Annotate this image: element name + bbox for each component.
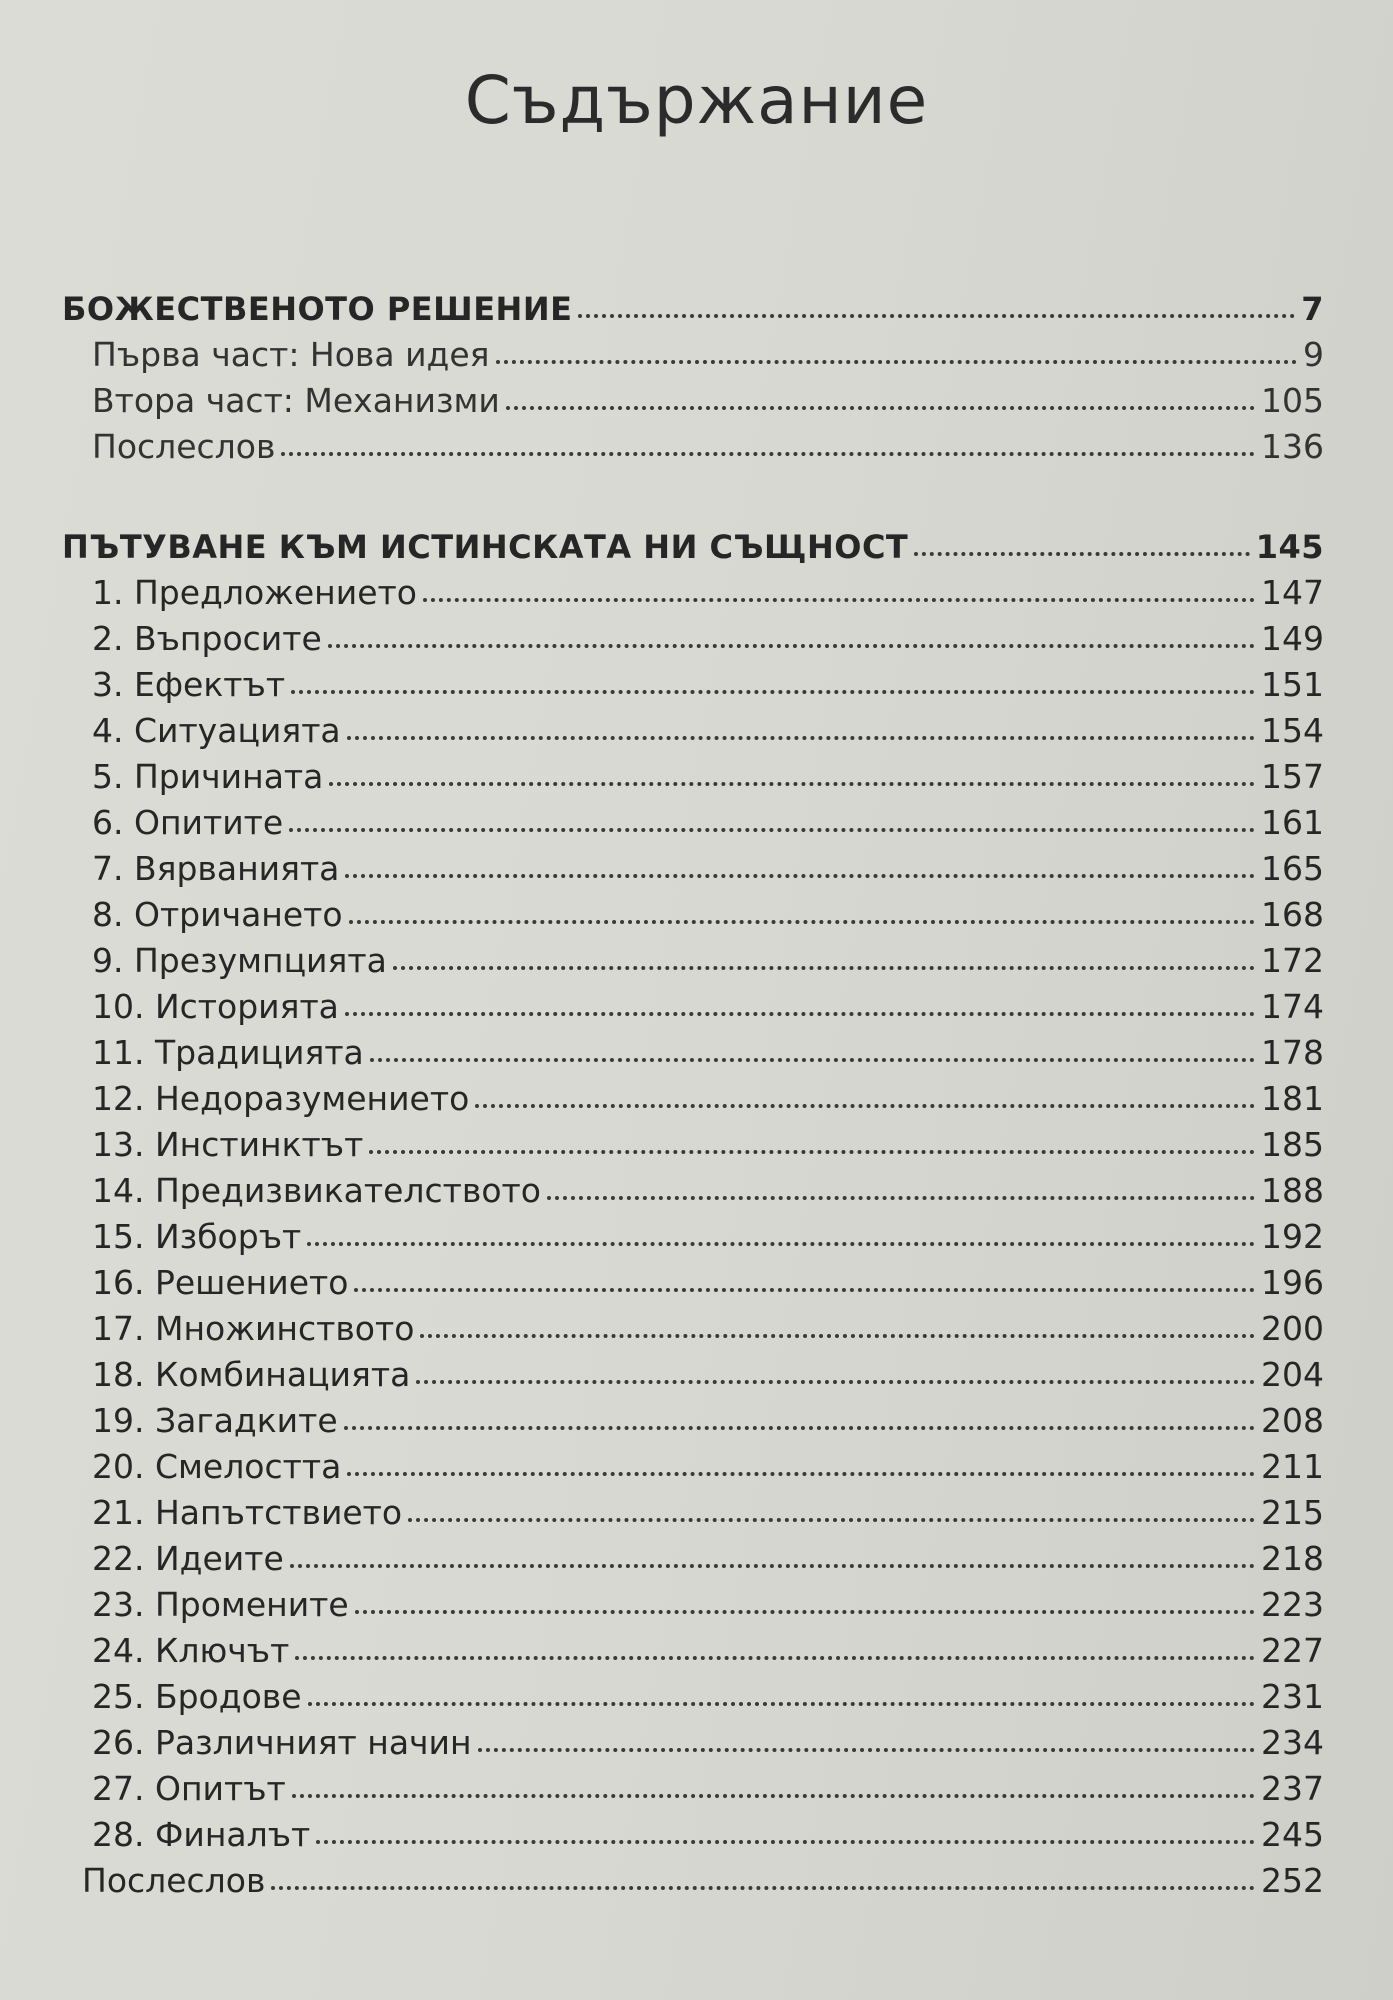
toc-entry-label: 6. Опитите: [92, 803, 284, 842]
toc-section-heading: [62, 524, 1324, 570]
toc-entry: [62, 1352, 1324, 1398]
dot-leader: [290, 1564, 1255, 1568]
dot-leader: [345, 1012, 1255, 1016]
toc-page-number: 218: [1261, 1539, 1324, 1578]
toc-entry-label: 25. Бродове: [92, 1677, 302, 1716]
toc-page-number: 147: [1261, 573, 1324, 612]
toc-page-number: 185: [1261, 1125, 1324, 1164]
toc-entry: [62, 1766, 1324, 1812]
toc-entry: [62, 1582, 1324, 1628]
dot-leader: [423, 598, 1255, 602]
toc-page-number: 192: [1261, 1217, 1324, 1256]
toc-entry-label: 12. Недоразумението: [92, 1079, 470, 1118]
toc-entry: [62, 1168, 1324, 1214]
dot-leader: [291, 690, 1255, 694]
dot-leader: [289, 828, 1255, 832]
dot-leader: [914, 552, 1249, 556]
toc-page-number: 105: [1261, 381, 1324, 420]
toc-entry-label: 21. Напътствието: [92, 1493, 403, 1532]
toc-page-number: 231: [1261, 1677, 1324, 1716]
toc-page-number: 136: [1261, 427, 1324, 466]
toc-entry-label: 14. Предизвикателството: [92, 1171, 541, 1210]
toc-entry: [62, 1030, 1324, 1076]
toc-page-number: 252: [1261, 1861, 1324, 1900]
toc-entry-label: 15. Изборът: [92, 1217, 302, 1256]
dot-leader: [271, 1886, 1255, 1890]
toc-entry-label: 13. Инстинктът: [92, 1125, 364, 1164]
toc-entry-label: Първа част: Нова идея: [92, 335, 490, 374]
toc-entry-label: 27. Опитът: [92, 1769, 286, 1808]
dot-leader: [506, 406, 1255, 410]
dot-leader: [295, 1656, 1255, 1660]
toc-entry: [62, 1628, 1324, 1674]
toc-page-number: 9: [1303, 335, 1324, 374]
toc-entry: [62, 984, 1324, 1030]
dot-leader: [292, 1794, 1255, 1798]
toc-entry: [62, 1076, 1324, 1122]
toc-page-number: 215: [1261, 1493, 1324, 1532]
toc-entry: [62, 616, 1324, 662]
dot-leader: [475, 1104, 1255, 1108]
toc-entry: [62, 424, 1324, 470]
toc-page-number: 149: [1261, 619, 1324, 658]
dot-leader: [281, 452, 1255, 456]
dot-leader: [316, 1840, 1255, 1844]
toc-section-heading: [62, 286, 1324, 332]
toc-entry-label: 17. Множинството: [92, 1309, 415, 1348]
toc-entry: [62, 708, 1324, 754]
toc-entry-label: 18. Комбинацията: [92, 1355, 411, 1394]
table-of-contents: [62, 286, 1324, 1904]
toc-entry-label: 7. Вярванията: [92, 849, 340, 888]
toc-entry: [62, 1444, 1324, 1490]
dot-leader: [496, 360, 1297, 364]
toc-entry: [62, 332, 1324, 378]
dot-leader: [329, 782, 1255, 786]
toc-entry-label: 28. Финалът: [92, 1815, 311, 1854]
page-title: Съдържание: [464, 62, 929, 139]
toc-entry-label: 19. Загадките: [92, 1401, 338, 1440]
toc-entry-label: Втора част: Механизми: [92, 381, 500, 420]
dot-leader: [416, 1380, 1255, 1384]
toc-page-number: 211: [1261, 1447, 1324, 1486]
toc-page-number: 227: [1261, 1631, 1324, 1670]
dot-leader: [354, 1288, 1255, 1292]
toc-entry-label: Послеслов: [82, 1861, 266, 1900]
toc-page-number: 168: [1261, 895, 1324, 934]
dot-leader: [308, 1702, 1255, 1706]
toc-page-number: 165: [1261, 849, 1324, 888]
dot-leader: [547, 1196, 1255, 1200]
toc-entry: [62, 1306, 1324, 1352]
toc-entry-afterword: [62, 1858, 1324, 1904]
toc-entry-label: 3. Ефектът: [92, 665, 286, 704]
toc-entry: [62, 570, 1324, 616]
toc-entry-label: 20. Смелостта: [92, 1447, 342, 1486]
toc-page-number: 188: [1261, 1171, 1324, 1210]
section-gap: [62, 470, 1324, 524]
toc-entry-label: 4. Ситуацията: [92, 711, 341, 750]
toc-entry-label: 9. Презумпцията: [92, 941, 387, 980]
dot-leader: [349, 920, 1255, 924]
toc-page-number: 157: [1261, 757, 1324, 796]
toc-entry-label: 26. Различният начин: [92, 1723, 472, 1762]
toc-entry: [62, 662, 1324, 708]
toc-page-number: 161: [1261, 803, 1324, 842]
toc-entry: [62, 846, 1324, 892]
toc-entry-label: 23. Промените: [92, 1585, 349, 1624]
toc-page-number: 237: [1261, 1769, 1324, 1808]
toc-page-number: 208: [1261, 1401, 1324, 1440]
dot-leader: [393, 966, 1255, 970]
toc-page-number: 172: [1261, 941, 1324, 980]
toc-entry-label: 22. Идеите: [92, 1539, 284, 1578]
dot-leader: [369, 1150, 1255, 1154]
toc-entry: [62, 1122, 1324, 1168]
toc-page-number: 151: [1261, 665, 1324, 704]
toc-entry: [62, 754, 1324, 800]
toc-entry-label: 5. Причината: [92, 757, 324, 796]
dot-leader: [344, 1426, 1255, 1430]
chapter-list: [62, 570, 1324, 1858]
dot-leader: [408, 1518, 1255, 1522]
dot-leader: [307, 1242, 1255, 1246]
toc-entry: [62, 1674, 1324, 1720]
dot-leader: [347, 1472, 1255, 1476]
toc-page-number: 174: [1261, 987, 1324, 1026]
toc-entry-label: 11. Традицията: [92, 1033, 364, 1072]
toc-page-number: 181: [1261, 1079, 1324, 1118]
dot-leader: [347, 736, 1255, 740]
dot-leader: [355, 1610, 1255, 1614]
toc-page-number: 154: [1261, 711, 1324, 750]
toc-entry-label: Послеслов: [92, 427, 276, 466]
dot-leader: [370, 1058, 1255, 1062]
toc-page-number: 245: [1261, 1815, 1324, 1854]
toc-entry-label: БОЖЕСТВЕНОТО РЕШЕНИЕ: [62, 290, 573, 328]
dot-leader: [420, 1334, 1255, 1338]
toc-entry: [62, 1720, 1324, 1766]
toc-entry-label: 10. Историята: [92, 987, 339, 1026]
toc-entry: [62, 1490, 1324, 1536]
toc-entry: [62, 378, 1324, 424]
toc-page-number: 145: [1255, 528, 1324, 566]
toc-entry-label: ПЪТУВАНЕ КЪМ ИСТИНСКАТА НИ СЪЩНОСТ: [62, 528, 909, 566]
toc-page-number: 200: [1261, 1309, 1324, 1348]
dot-leader: [328, 644, 1255, 648]
toc-entry: [62, 892, 1324, 938]
dot-leader: [478, 1748, 1255, 1752]
toc-entry-label: 2. Въпросите: [92, 619, 322, 658]
toc-page-number: 234: [1261, 1723, 1324, 1762]
dot-leader: [578, 314, 1295, 318]
toc-page-number: 223: [1261, 1585, 1324, 1624]
toc-entry: [62, 1214, 1324, 1260]
toc-entry: [62, 800, 1324, 846]
toc-page-number: 204: [1261, 1355, 1324, 1394]
dot-leader: [345, 874, 1255, 878]
toc-entry-label: 8. Отричането: [92, 895, 343, 934]
toc-page-number: 196: [1261, 1263, 1324, 1302]
toc-entry: [62, 1812, 1324, 1858]
toc-entry: [62, 1260, 1324, 1306]
toc-entry: [62, 938, 1324, 984]
toc-page-number: 178: [1261, 1033, 1324, 1072]
toc-entry-label: 24. Ключът: [92, 1631, 290, 1670]
toc-entry: [62, 1398, 1324, 1444]
toc-page-number: 7: [1301, 290, 1324, 328]
toc-entry-label: 16. Решението: [92, 1263, 349, 1302]
toc-entry: [62, 1536, 1324, 1582]
toc-entry-label: 1. Предложението: [92, 573, 417, 612]
